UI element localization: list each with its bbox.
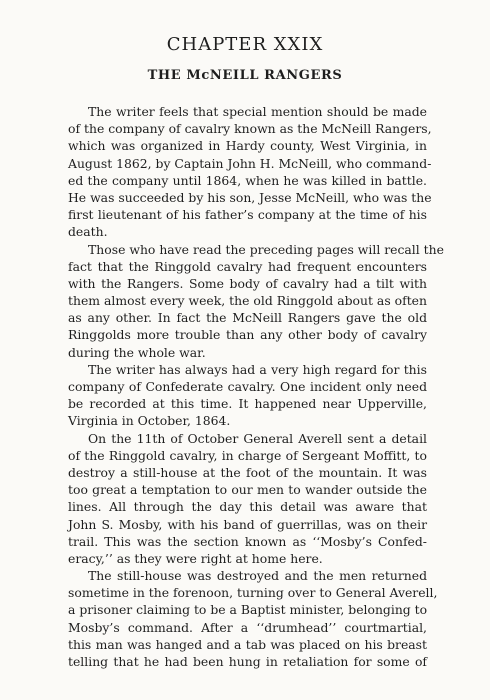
text-line: during the whole war. (68, 344, 206, 360)
section-title: THE McNEILL RANGERS (147, 68, 343, 83)
text-line: as any other. In fact the McNeill Rangers gave the old (68, 310, 427, 326)
text-line: be recorded at this time. It happened near Upperville, (68, 396, 427, 412)
text-line: death. (68, 224, 108, 240)
body-text (68, 103, 444, 670)
text-line: destroy a still-house at the foot of the mountain. It was (68, 464, 427, 480)
paragraph (68, 430, 427, 568)
text-line: Virginia in October, 1864. (68, 413, 231, 429)
text-line: of the company of cavalry known as the McNeill Rangers, (68, 121, 432, 137)
text-line: eracy,’’ as they were right at home here. (68, 550, 323, 566)
text-line: sometime in the forenoon, turning over to General Averell, (68, 585, 438, 601)
text-line: a prisoner claiming to be a Baptist minister, belonging to (68, 602, 428, 618)
text-line: Mosby’s command. After a ‘‘drumhead’’ courtmartial, (68, 619, 427, 635)
paragraph (68, 241, 444, 361)
text-line: John S. Mosby, with his band of guerrillas, was on their (68, 516, 427, 532)
text-line: of the Ringgold cavalry, in charge of Sergeant Moffitt, to (68, 447, 427, 463)
paragraph (68, 103, 432, 241)
text-line: first lieutenant of his father’s company at the time of his (68, 207, 427, 223)
text-line: lines. All through the day this detail was aware that (68, 499, 427, 515)
text-line: ed the company until 1864, when he was killed in battle. (68, 172, 427, 188)
text-line: He was succeeded by his son, Jesse McNeill, who was the (68, 189, 432, 205)
text-line: with the Rangers. Some body of cavalry had a tilt with (68, 275, 427, 291)
text-line: company of Confederate cavalry. One incident only need (68, 379, 427, 394)
chapter-title: CHAPTER XXIX (166, 34, 324, 55)
text-line: The still-house was destroyed and the men returned (88, 568, 427, 584)
text-line: which was organized in Hardy county, West Virginia, in (68, 138, 427, 154)
text-line: them almost every week, the old Ringgold about as often (68, 293, 427, 309)
text-line: Ringgolds more trouble than any other body of cavalry (68, 327, 427, 343)
text-line: too great a temptation to our men to wander outside the (68, 482, 427, 498)
text-line: On the 11th of October General Averell sent a detail (88, 430, 427, 446)
paragraph (68, 361, 427, 430)
paragraph (68, 567, 438, 670)
text-line: telling that he had been hung in retaliation for some of (68, 654, 427, 669)
text-line: Those who have read the preceding pages will recall the (88, 241, 444, 257)
text-line: trail. This was the section known as ‘‘Mosby’s Confed- (68, 533, 427, 549)
text-line: August 1862, by Captain John H. McNeill, who command- (68, 155, 432, 171)
text-line: The writer has always had a very high regard for this (88, 361, 427, 377)
text-line: this man was hanged and a tab was placed on his breast (68, 636, 427, 652)
text-line: fact that the Ringgold cavalry had frequent encounters (68, 258, 427, 274)
text-line: The writer feels that special mention should be made (88, 104, 427, 119)
